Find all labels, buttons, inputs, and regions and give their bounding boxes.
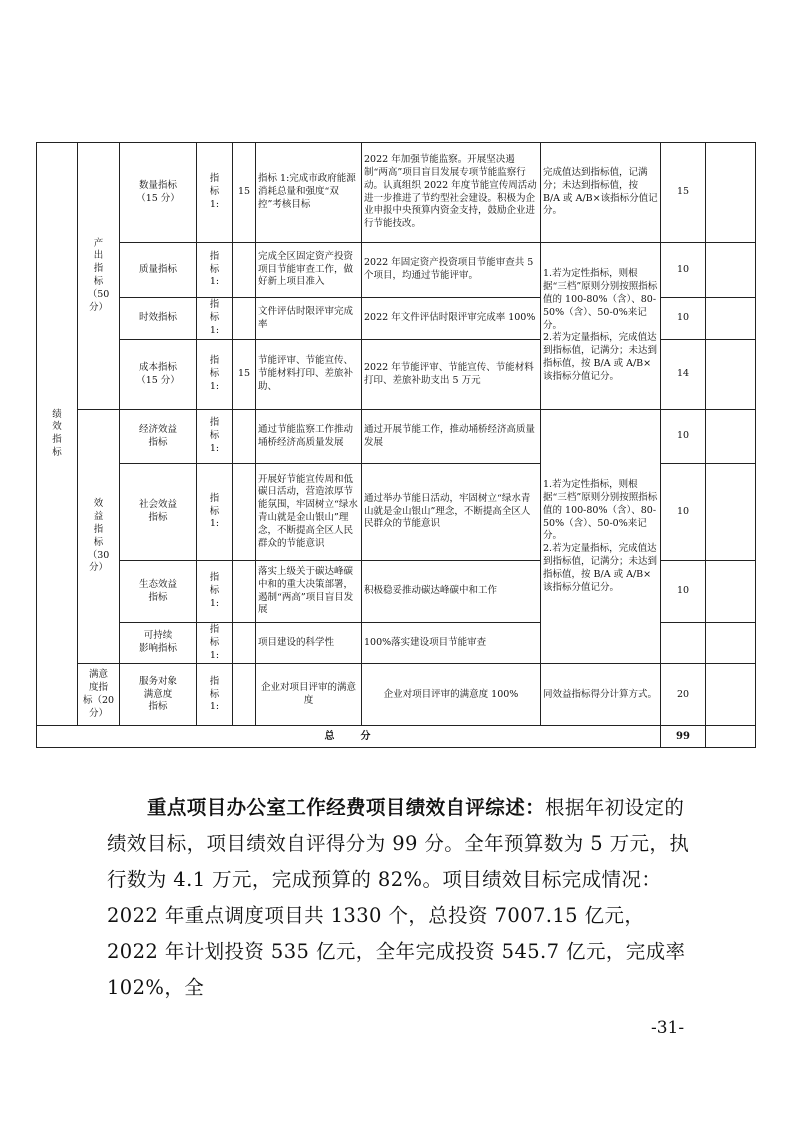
indicator-name: 时效指标 [120, 298, 197, 340]
actual-cell: 2022 年文件评估时限评审完成率 100% [362, 298, 541, 340]
blank-cell [706, 664, 756, 726]
indicator-index: 指 标 1: [197, 298, 233, 340]
actual-cell: 2022 年节能评审、节能宣传、节能材料打印、差旅补助支出 5 万元 [362, 340, 541, 410]
score-cell: 10 [661, 243, 706, 298]
score-cell: 10 [661, 464, 706, 561]
indicator-index: 指 标 1: [197, 143, 233, 243]
score-cell: 15 [661, 143, 706, 243]
target-cell: 文件评估时限评审完成率 [256, 298, 362, 340]
rule-cell: 同效益指标得分计算方式。 [541, 664, 661, 726]
score-cell: 10 [661, 298, 706, 340]
indicator-index: 指 标 1: [197, 243, 233, 298]
actual-cell: 2022 年固定资产投资项目节能审查共 5 个项目，均通过节能评审。 [362, 243, 541, 298]
rule-cell: 1.若为定性指标，则根据“三档”原则分别按照指标值的 100-80%（含）、80-50%（含）、50-0%来记分。 2.若为定量指标，完成值达到指标值，记满分；未达到指标值，按 B/A 或 A/B×该指标分值记分。 [541, 243, 661, 410]
weight-cell [233, 410, 256, 464]
blank-cell [706, 298, 756, 340]
group-cell-output: 产 出 指 标 （50 分） [78, 143, 120, 410]
summary-lead: 重点项目办公室工作经费项目绩效自评综述： [147, 796, 546, 819]
target-cell: 指标 1:完成市政府能源消耗总量和强度“双控”考核目标 [256, 143, 362, 243]
category-cell: 绩 效 指 标 [37, 143, 78, 726]
indicator-index: 指 标 1: [197, 340, 233, 410]
blank-cell [706, 464, 756, 561]
target-cell: 项目建设的科学性 [256, 623, 362, 664]
indicator-name: 质量指标 [120, 243, 197, 298]
indicator-name: 可持续 影响指标 [120, 623, 197, 664]
page-number: -31- [651, 1018, 685, 1038]
actual-cell: 通过开展节能工作，推动埇桥经济高质量发展 [362, 410, 541, 464]
indicator-index: 指 标 1: [197, 464, 233, 561]
group-cell-satisfaction: 满意 度指 标（20 分） [78, 664, 120, 726]
score-cell: 14 [661, 340, 706, 410]
indicator-index: 指 标 1: [197, 664, 233, 726]
score-cell: 10 [661, 410, 706, 464]
indicator-name: 数量指标 （15 分） [120, 143, 197, 243]
blank-cell [706, 726, 756, 748]
weight-cell: 15 [233, 340, 256, 410]
rule-cell: 1.若为定性指标，则根据“三档”原则分别按照指标值的 100-80%（含）、80-50%（含）、50-0%来记分。 2.若为定量指标，完成值达到指标值，记满分；未达到指标值，按 B/A 或 A/B×该指标分值记分。 [541, 410, 661, 664]
score-cell: 10 [661, 561, 706, 623]
target-cell: 落实上级关于碳达峰碳中和的重大决策部署，遏制“两高”项目盲目发展 [256, 561, 362, 623]
weight-cell [233, 561, 256, 623]
indicator-name: 服务对象 满意度 指标 [120, 664, 197, 726]
blank-cell [706, 340, 756, 410]
indicator-name: 生态效益 指标 [120, 561, 197, 623]
target-cell: 开展好节能宣传周和低碳日活动，营造浓厚节能氛围，牢固树立“绿水青山就是金山银山”理念，不断提高全区人民群众的节能意识 [256, 464, 362, 561]
score-cell [661, 623, 706, 664]
blank-cell [706, 143, 756, 243]
actual-cell: 企业对项目评审的满意度 100% [362, 664, 541, 726]
actual-cell: 2022 年加强节能监察。开展坚决遏制“两高”项目盲目发展专项节能监察行动。认真组织 2022 年度节能宣传周活动进一步推进了节约型社会建设。积极为企业申报中央预算内资金支持，鼓励企业进行节能技改。 [362, 143, 541, 243]
group-cell-benefit: 效 益 指 标 （30 分） [78, 410, 120, 664]
blank-cell [706, 243, 756, 298]
weight-cell [233, 298, 256, 340]
summary-body: 根据年初设定的绩效目标，项目绩效自评得分为 99 分。全年预算数为 5 万元，执行数为 4.1 万元，完成预算的 82%。项目绩效目标完成情况：2022 年重点调度项目共 1330 个，总投资 7007.15 亿元，2022 年计划投资 535 亿元，全年完成投资 545.7 亿元，完成率 102%，全 [107, 796, 690, 999]
target-cell: 完成全区固定资产投资项目节能审查工作，做好新上项目准入 [256, 243, 362, 298]
weight-cell [233, 623, 256, 664]
indicator-name: 成本指标 （15 分） [120, 340, 197, 410]
weight-cell [233, 464, 256, 561]
summary-paragraph [107, 790, 693, 1006]
indicator-name: 社会效益 指标 [120, 464, 197, 561]
actual-cell: 通过举办节能日活动，牢固树立“绿水青山就是金山银山”理念，不断提高全区人民群众的节能意识 [362, 464, 541, 561]
blank-cell [706, 623, 756, 664]
weight-cell: 15 [233, 143, 256, 243]
blank-cell [706, 410, 756, 464]
indicator-index: 指 标 1: [197, 623, 233, 664]
weight-cell [233, 664, 256, 726]
total-label: 总 分 [37, 726, 661, 748]
rule-cell: 完成值达到指标值，记满分；未达到指标值，按 B/A 或 A/B×该指标分值记分。 [541, 143, 661, 243]
score-cell: 20 [661, 664, 706, 726]
actual-cell: 100%落实建设项目节能审查 [362, 623, 541, 664]
blank-cell [706, 561, 756, 623]
indicator-index: 指 标 1: [197, 561, 233, 623]
actual-cell: 积极稳妥推动碳达峰碳中和工作 [362, 561, 541, 623]
weight-cell [233, 243, 256, 298]
target-cell: 节能评审、节能宣传、节能材料打印、差旅补助、 [256, 340, 362, 410]
indicator-name: 经济效益 指标 [120, 410, 197, 464]
target-cell: 通过节能监察工作推动埇桥经济高质量发展 [256, 410, 362, 464]
performance-table [36, 142, 756, 748]
target-cell: 企业对项目评审的满意度 [256, 664, 362, 726]
indicator-index: 指 标 1: [197, 410, 233, 464]
total-score: 99 [661, 726, 706, 748]
